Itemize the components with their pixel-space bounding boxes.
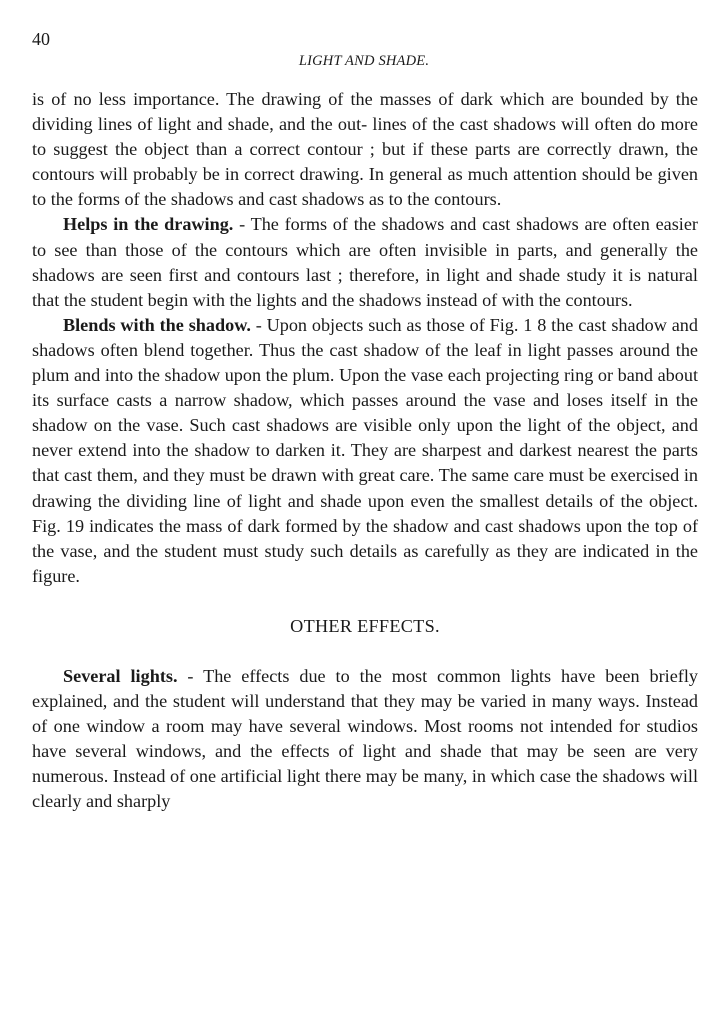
paragraph-lead: Several lights.	[63, 665, 178, 686]
page-number: 40	[32, 29, 50, 49]
paragraph-lead: Helps in the drawing.	[63, 214, 234, 235]
paragraph-helps-in-drawing	[32, 212, 698, 312]
section-heading: OTHER EFFECTS.	[290, 615, 440, 636]
paragraph-continuation	[32, 87, 698, 212]
paragraph-text: - The forms of the shadows and cast shadows are often easier to see than those of the contours which are often invisible in parts, and generally the shadows are seen first and contours last ; therefore, in light and shade study it is natural that the student begin with the lights and the shadows instead of with the contours.	[32, 214, 698, 310]
paragraph-blends-with-shadow	[32, 313, 698, 589]
paragraph-text: is of no less importance. The drawing of the masses of dark which are bounded by the dividing lines of light and shade, and the out- lines of the cast shadows will often do more to suggest the object than a correct contour ; but if these parts are correctly drawn, the contours will probably be in correct drawing. In general as much attention should be given to the forms of the shadows and cast shadows as to the contours.	[32, 89, 698, 210]
paragraph-lead: Blends with the shadow.	[63, 314, 251, 335]
paragraph-text: - The effects due to the most common lights have been briefly explained, and the student will understand that they may be varied in many ways. Instead of one window a room may have several windows. Most rooms not intended for studios have several windows, and the effects of light and shade that may be seen are very numerous. Instead of one artificial light there may be many, in which case the shadows will clearly and sharply	[32, 665, 698, 812]
body-text	[32, 87, 698, 815]
paragraph-text: - Upon objects such as those of Fig. 1 8 the cast shadow and shadows often blend together. Thus the cast shadow of the leaf in light passes around the plum and into the shadow upon the plum. Upon the vase each projecting ring or band about its surface casts a narrow shadow, which passes around the vase and loses itself in the shadow on the vase. Such cast shadows are visible only upon the light of the object, and never extend into the shadow to darken it. They are sharpest and darkest nearest the parts that cast them, and they must be drawn with great care. The same care must be exercised in drawing the dividing line of light and shade upon even the smallest details of the object. Fig. 19 indicates the mass of dark formed by the shadow and cast shadows upon the top of the vase, and the student must study such details as carefully as they are indicated in the figure.	[32, 314, 698, 586]
running-head: LIGHT AND SHADE.	[298, 53, 430, 69]
paragraph-several-lights	[32, 664, 698, 815]
